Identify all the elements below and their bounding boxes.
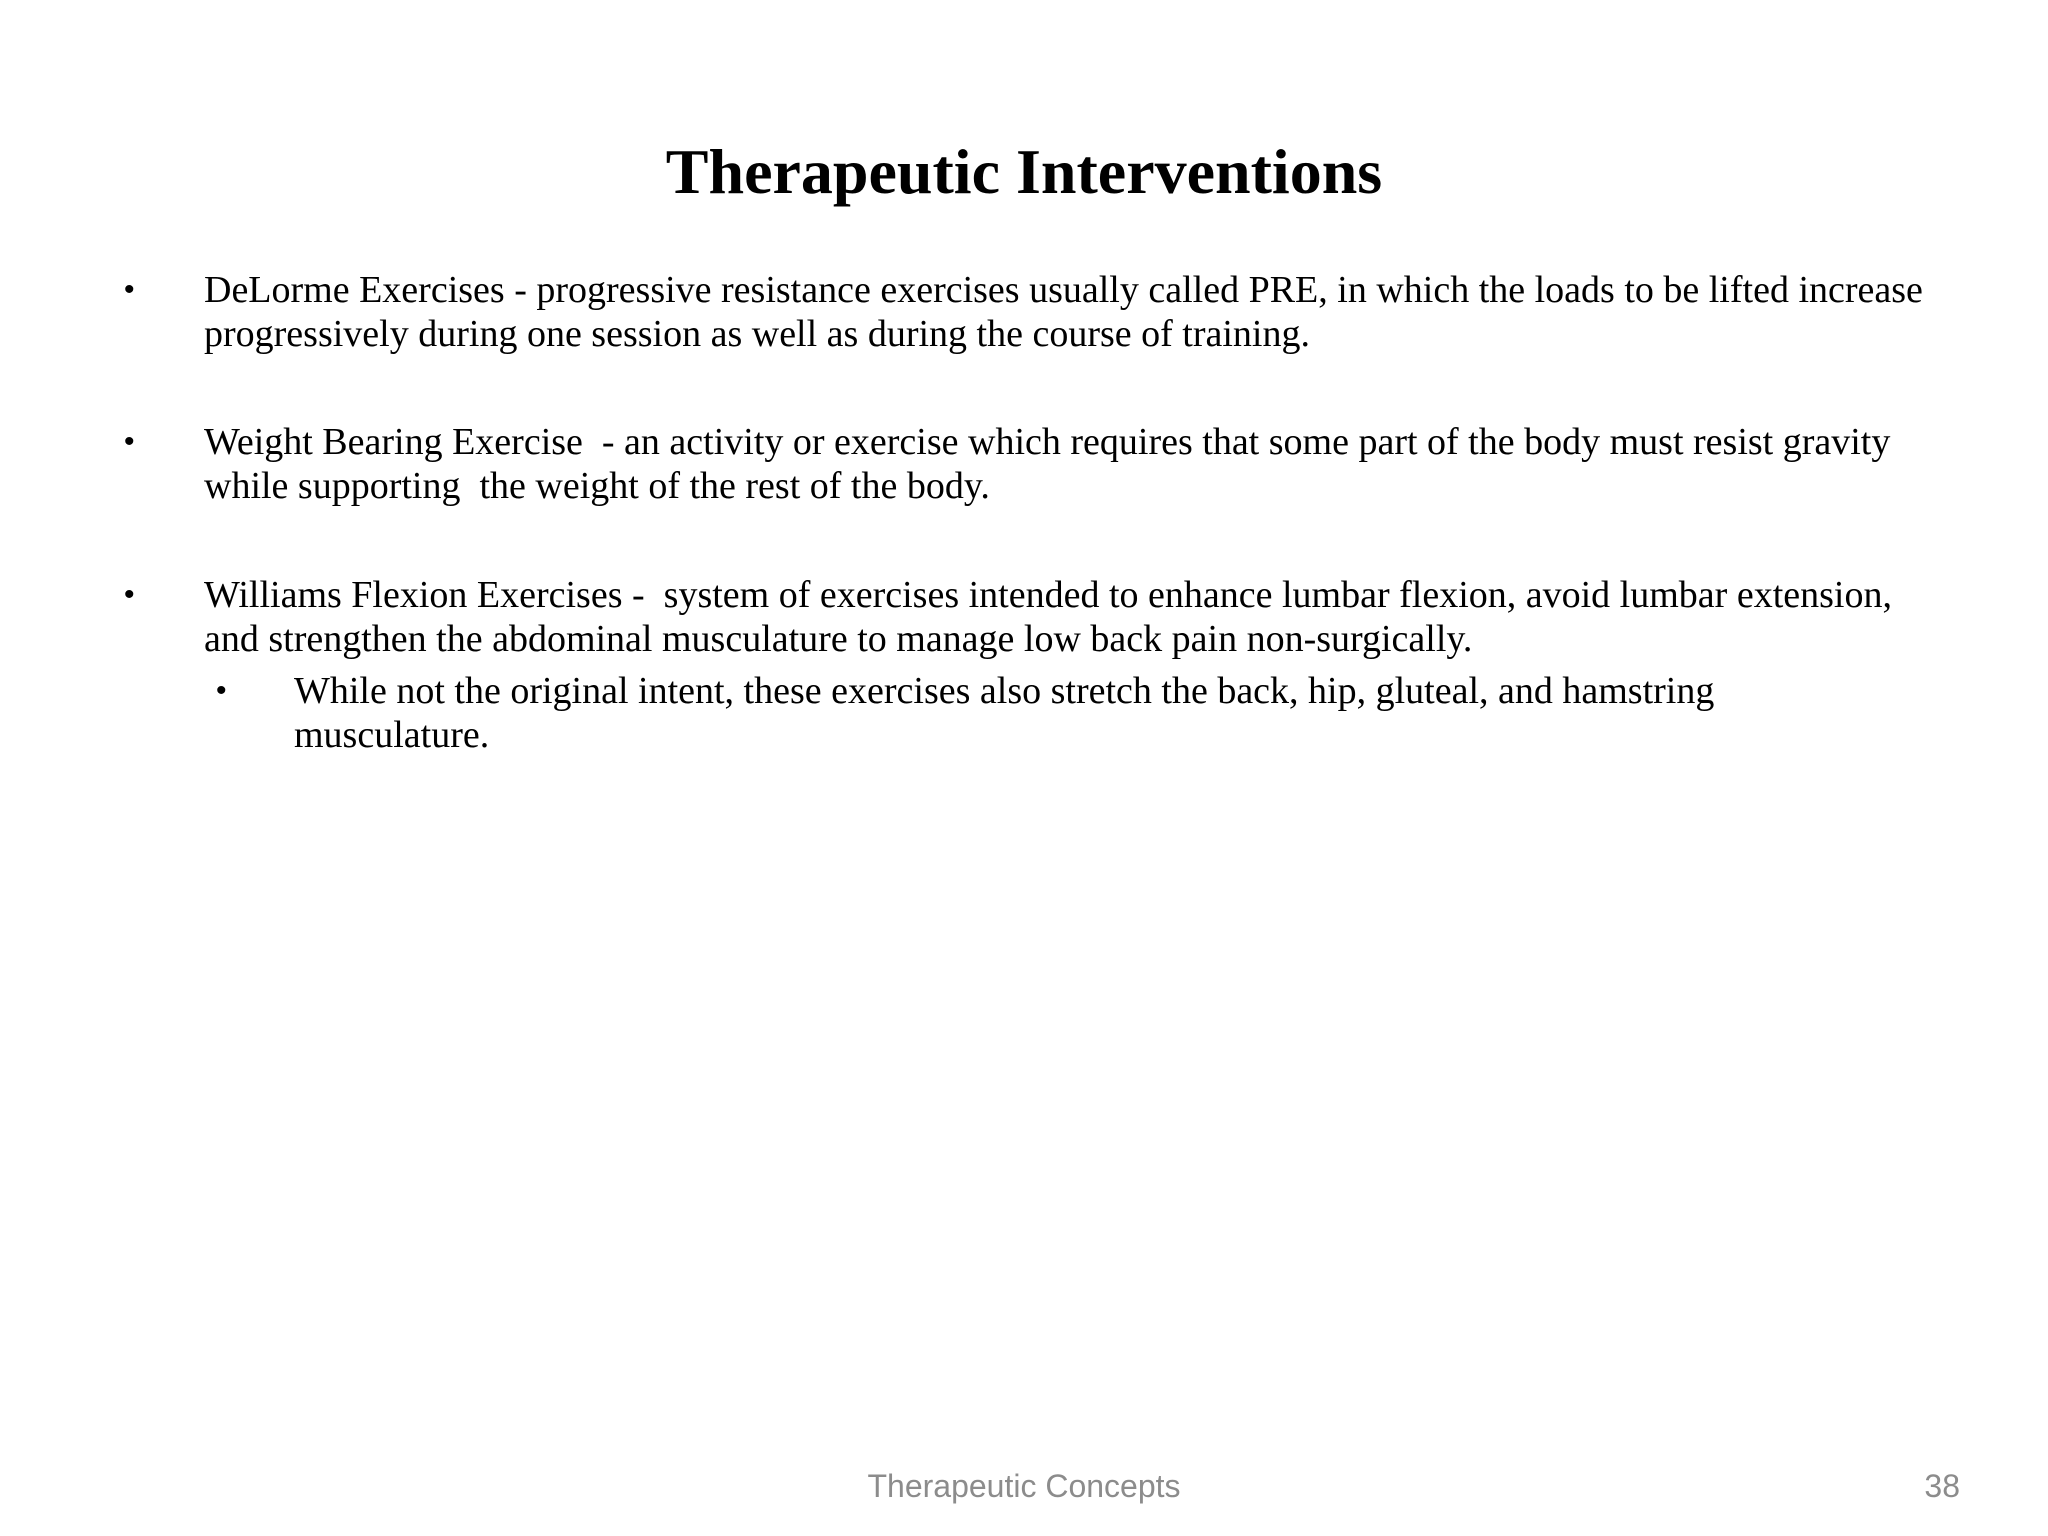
- bullet-text-williams-flexion: Williams Flexion Exercises - system of exercises intended to enhance lumbar flexion, avoid lumbar extension, and strengthen the abdominal musculature to manage low back pain non-surgically.: [204, 574, 1902, 660]
- bullet-text-weight-bearing: Weight Bearing Exercise - an activity or exercise which requires that some part of the body must resist gravity while supporting the weight of the rest of the body.: [204, 421, 1900, 507]
- slide-title: Therapeutic Interventions: [665, 136, 1383, 207]
- bullet-marker: •: [124, 273, 135, 306]
- bullet-text-delorme: DeLorme Exercises - progressive resistance exercises usually called PRE, in which the loads to be lifted increase progressively during one session as well as during the course of training.: [204, 269, 1933, 355]
- page-number: 38: [1924, 1468, 1960, 1504]
- bullet-marker: •: [124, 578, 135, 611]
- bullet-marker: •: [124, 425, 135, 458]
- sub-bullet-marker: •: [216, 674, 227, 707]
- footer-title: Therapeutic Concepts: [867, 1468, 1181, 1504]
- sub-bullet-text: While not the original intent, these exercises also stretch the back, hip, gluteal, and hamstring musculature.: [294, 670, 1724, 756]
